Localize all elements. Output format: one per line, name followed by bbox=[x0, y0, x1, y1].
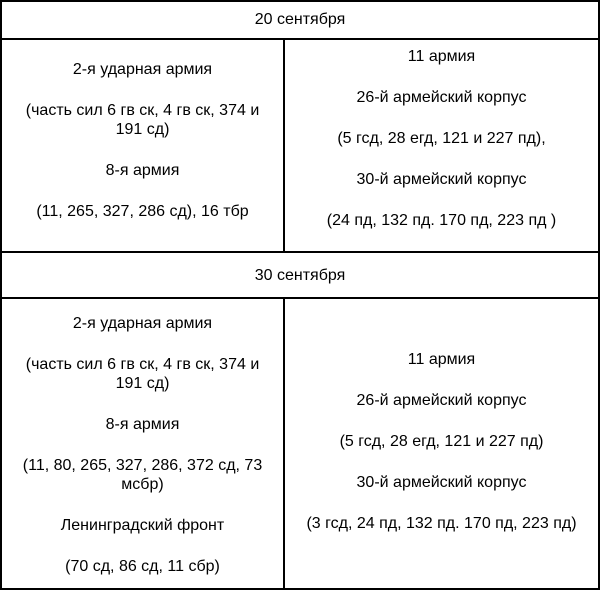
period-2-left-line-3: 8-я армия bbox=[105, 415, 180, 433]
period-1-right-line-5: (24 пд, 132 пд. 170 пд, 223 пд ) bbox=[326, 212, 557, 229]
period-1-right-line-4: 30-й армейский корпус bbox=[356, 171, 527, 188]
period-1-header: 20 сентября bbox=[254, 11, 346, 28]
period-2-right-line-5: (3 гсд, 24 пд, 132 пд. 170 пд, 223 пд) bbox=[306, 515, 577, 532]
period-2-left-line-2: (часть сил 6 гв ск, 4 гв ск, 374 и 191 сд) bbox=[25, 355, 260, 392]
period-2-left-line-4: (11, 80, 265, 327, 286, 372 сд, 73 мсбр) bbox=[22, 456, 263, 493]
period-2-left-cell bbox=[2, 299, 283, 590]
period-1-left-line-2: (часть сил 6 гв ск, 4 гв ск, 374 и 191 сд) bbox=[25, 102, 260, 138]
period-2-left-line-1: 2-я ударная армия bbox=[72, 314, 213, 332]
period-2-right-line-3: (5 гсд, 28 егд, 121 и 227 пд) bbox=[339, 433, 544, 450]
period-1-left-line-4: (11, 265, 327, 286 сд), 16 тбр bbox=[36, 203, 249, 220]
period-1-right-line-2: 26-й армейский корпус bbox=[356, 89, 527, 106]
period-1-left-cell bbox=[2, 40, 283, 251]
period-1-left-line-3: 8-я армия bbox=[105, 162, 180, 179]
period-2-left-line-6: (70 сд, 86 сд, 11 сбр) bbox=[65, 557, 220, 575]
period-2-left-line-5: Ленинградский фронт bbox=[60, 516, 225, 534]
period-1-right-line-1: 11 армия bbox=[407, 48, 476, 65]
period-1-right-line-3: (5 гсд, 28 егд, 121 и 227 пд), bbox=[337, 130, 546, 147]
period-2-right-line-2: 26-й армейский корпус bbox=[356, 392, 527, 409]
period-2-header: 30 сентября bbox=[254, 267, 346, 284]
period-1-left-line-1: 2-я ударная армия bbox=[72, 61, 213, 78]
period-2-right-line-1: 11 армия bbox=[407, 351, 476, 368]
period-2-right-line-4: 30-й армейский корпус bbox=[356, 474, 527, 491]
period-2-right-cell bbox=[285, 299, 598, 590]
period-1-right-cell bbox=[285, 40, 598, 251]
divider-2 bbox=[2, 251, 598, 253]
